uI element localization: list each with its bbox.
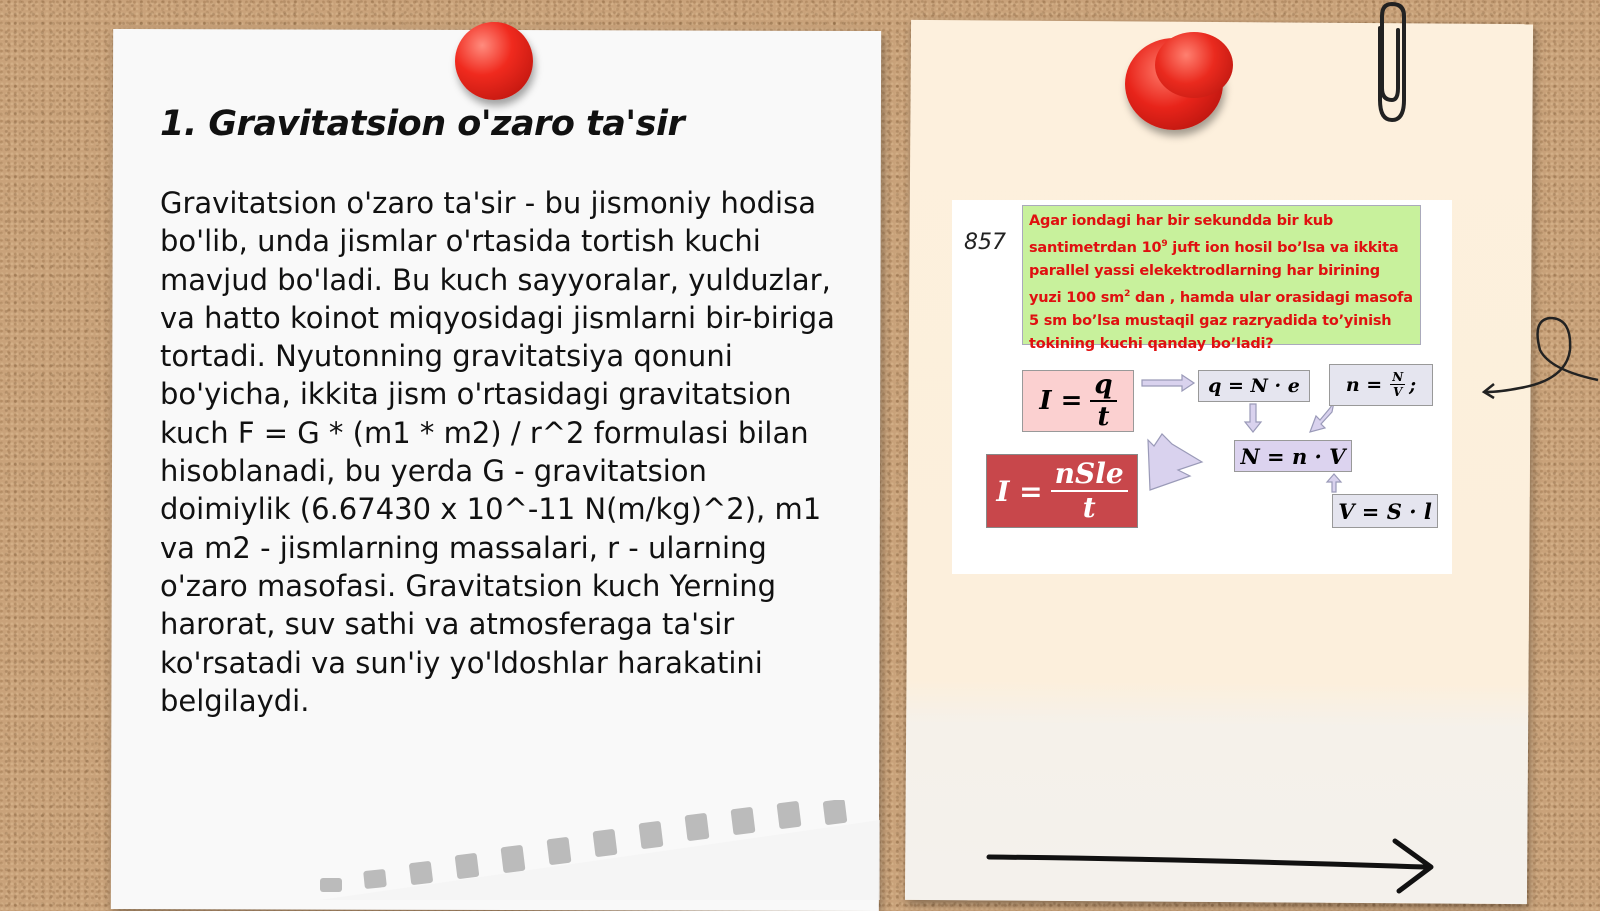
formula-charge: q = N · e (1198, 370, 1310, 402)
formula-lhs: I = (996, 474, 1043, 508)
red-pushpin-head-icon (1155, 32, 1233, 98)
formula-tail: ; (1409, 374, 1417, 396)
problem-text-part: Agar iondagi har bir sekundda bir kub santimetrdan 10 (1029, 213, 1334, 256)
fraction-numerator: nSle (1051, 459, 1128, 492)
problem-number: 857 (964, 230, 1006, 255)
formula-count: N = n · V (1234, 440, 1352, 472)
problem-text-part: juft ion hosil bo’lsa va ikkita parallel yassi elekektrodlarning har birining yuzi 100 sm (1029, 239, 1399, 306)
red-pushpin-icon (455, 22, 533, 100)
formula-result-current (986, 454, 1138, 528)
fraction-denominator: t (1097, 401, 1110, 432)
section-title: 1. Gravitatsion o'zaro ta'sir (160, 104, 685, 144)
physics-problem-card (952, 200, 1452, 574)
paperclip-icon (1368, 0, 1412, 130)
scribble-arrow-doodle (1480, 310, 1600, 420)
fraction-denominator: V (1393, 385, 1403, 399)
fraction-numerator: q (1090, 371, 1116, 402)
fraction-numerator: N (1392, 369, 1404, 384)
fraction-denominator: t (1082, 490, 1096, 524)
formula-lhs: n = (1345, 374, 1383, 396)
fraction (1090, 371, 1116, 431)
formula-current-charge (1022, 370, 1134, 432)
torn-edge-decoration (320, 800, 880, 900)
formula-volume: V = S · l (1332, 494, 1438, 528)
problem-superscript: 9 (1161, 239, 1168, 249)
fraction (1390, 371, 1405, 399)
fraction (1051, 456, 1128, 524)
problem-text-part: dan , hamda ular orasidagi masofa 5 sm bo’lsa mustaqil gaz razryadida to’yinish tokining kuchi qanday bo’ladi? (1029, 289, 1413, 352)
problem-superscript: 2 (1124, 288, 1131, 299)
section-body-text: Gravitatsion o'zaro ta'sir - bu jismoniy hodisa bo'lib, unda jismlar o'rtasida tortish kuchi mavjud bo'ladi. Bu kuch sayyoralar, yulduzlar, va hatto koinot miqyosidagi jismlarni bir-biriga tortadi. Nyutonning gravitatsiya qonuni bo'yicha, ikkita jism o'rtasidagi gravitatsion kuch F = G * (m1 * m2) / r^2 formulasi bilan hisoblanadi, bu yerda G - gravitatsion doimiylik (6.67430 x 10^-11 N(m/kg)^2), m1 va m2 - jismlarning massalari, r - ularning o'zaro masofasi. Gravitatsion kuch Yerning harorat, suv sathi va atmosferaga ta'sir ko'rsatadi va sun'iy yo'ldoshlar harakatini belgilaydi. (160, 186, 835, 718)
formula-lhs: I = (1039, 386, 1083, 416)
right-arrow-icon (985, 835, 1445, 895)
formula-concentration (1329, 364, 1433, 406)
